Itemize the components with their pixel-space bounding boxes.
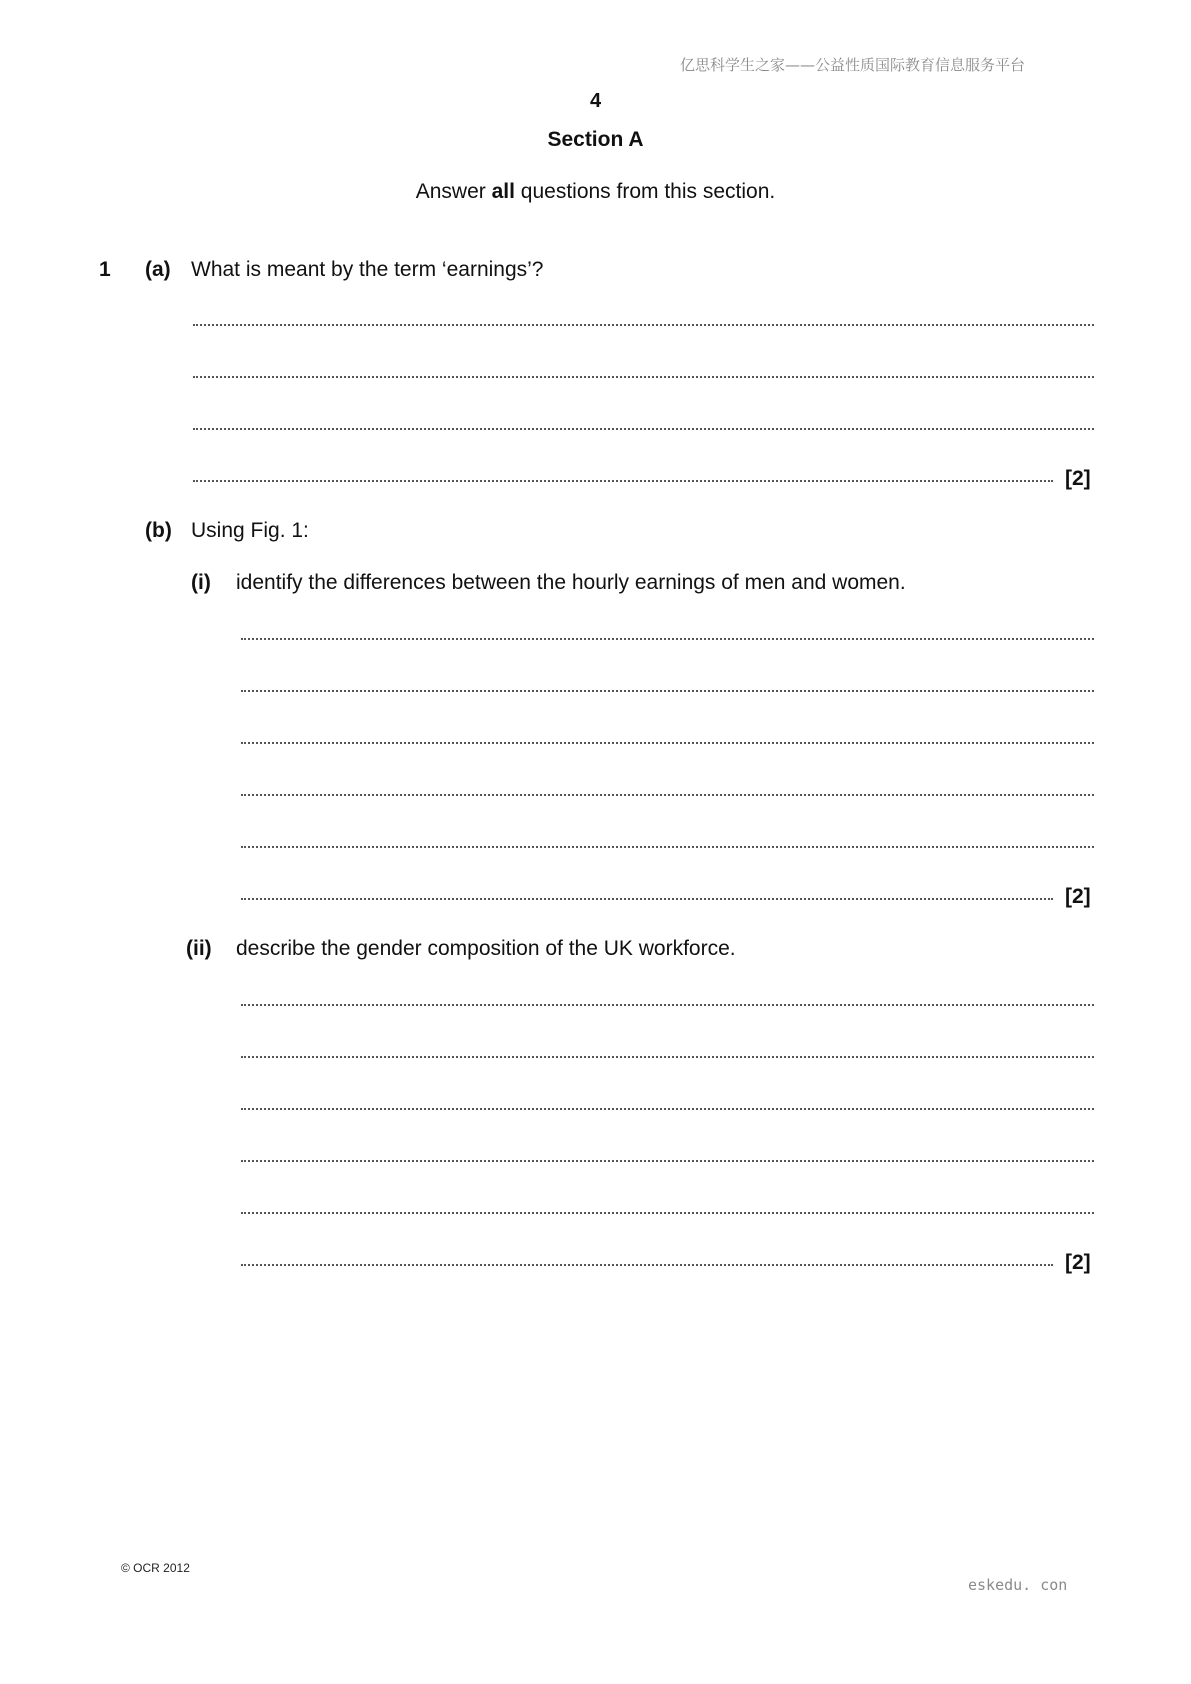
answer-line-bii3[interactable] bbox=[241, 1108, 1094, 1110]
section-instruction bbox=[0, 180, 1191, 204]
part-a-label: (a) bbox=[145, 258, 171, 281]
answer-line-bii2[interactable] bbox=[241, 1056, 1094, 1058]
answer-line-bi2[interactable] bbox=[241, 690, 1094, 692]
instruction-emphasis: all bbox=[491, 180, 515, 203]
answer-line-a4[interactable] bbox=[193, 480, 1053, 482]
watermark-footer: eskedu. con bbox=[968, 1576, 1068, 1594]
answer-line-a2[interactable] bbox=[193, 376, 1094, 378]
answer-line-bii6[interactable] bbox=[241, 1264, 1053, 1266]
copyright-notice: © OCR 2012 bbox=[121, 1561, 190, 1575]
mark-allocation-bii: [2] bbox=[1065, 1251, 1091, 1274]
answer-line-bi1[interactable] bbox=[241, 638, 1094, 640]
part-b-label: (b) bbox=[145, 519, 172, 542]
mark-allocation-a: [2] bbox=[1065, 467, 1091, 490]
answer-line-bi5[interactable] bbox=[241, 846, 1094, 848]
page-number: 4 bbox=[589, 90, 602, 112]
watermark-header: 亿思科学生之家——公益性质国际教育信息服务平台 bbox=[680, 56, 1026, 74]
answer-line-bi4[interactable] bbox=[241, 794, 1094, 796]
answer-line-bii5[interactable] bbox=[241, 1212, 1094, 1214]
instruction-text-start: Answer bbox=[415, 180, 492, 203]
part-b-question-text: Using Fig. 1: bbox=[191, 519, 309, 542]
question-number: 1 bbox=[99, 258, 111, 281]
answer-line-bi3[interactable] bbox=[241, 742, 1094, 744]
section-title: Section A bbox=[547, 128, 644, 151]
answer-line-a1[interactable] bbox=[193, 324, 1094, 326]
instruction-text-end: questions from this section. bbox=[514, 180, 776, 203]
answer-line-a3[interactable] bbox=[193, 428, 1094, 430]
mark-allocation-bi: [2] bbox=[1065, 885, 1091, 908]
sub-part-ii-label: (ii) bbox=[186, 937, 212, 960]
sub-part-i-question-text: identify the differences between the hourly earnings of men and women. bbox=[236, 571, 906, 594]
answer-line-bii4[interactable] bbox=[241, 1160, 1094, 1162]
answer-line-bi6[interactable] bbox=[241, 898, 1053, 900]
sub-part-ii-question-text: describe the gender composition of the UK workforce. bbox=[236, 937, 736, 960]
answer-line-bii1[interactable] bbox=[241, 1004, 1094, 1006]
part-a-question-text: What is meant by the term ‘earnings’? bbox=[191, 258, 544, 281]
sub-part-i-label: (i) bbox=[191, 571, 211, 594]
